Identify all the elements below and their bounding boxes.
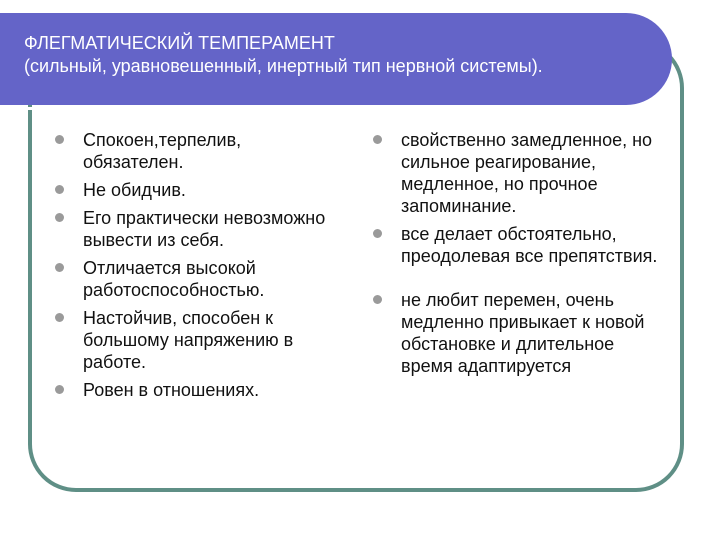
list-item-text: не любит перемен, очень медленно привыкает к новой обстановке и длительное время адаптируется (401, 290, 645, 376)
list-item (55, 129, 330, 173)
list-item-text: Его практически невозможно вывести из себя. (83, 208, 326, 250)
list-item (373, 129, 663, 217)
bullet-icon (55, 385, 64, 394)
list-item-text: все делает обстоятельно, преодолевая все препятствия. (401, 224, 658, 266)
list-item (55, 257, 330, 301)
list-item (55, 379, 330, 401)
list-item-text: Отличается высокой работоспособностью. (83, 258, 265, 300)
bullet-icon (373, 135, 382, 144)
list-item-text: Ровен в отношениях. (83, 380, 260, 400)
bullet-icon (55, 135, 64, 144)
bullet-icon (55, 185, 64, 194)
list-item (55, 207, 330, 251)
list-item-text: Не обидчив. (83, 180, 186, 200)
list-item (373, 223, 663, 267)
slide-title (24, 32, 543, 78)
list-item (55, 179, 330, 201)
list-item-text: Спокоен,терпелив, обязателен. (83, 130, 242, 172)
list-item (373, 289, 663, 377)
title-line-2: (сильный, уравновешенный, инертный тип нервной системы). (24, 56, 543, 76)
list-item-text: свойственно замедленное, но сильное реагирование, медленное, но прочное запоминание. (401, 130, 653, 216)
bullet-icon (55, 263, 64, 272)
left-bullet-list (55, 129, 330, 407)
bullet-icon (55, 313, 64, 322)
right-bullet-list (373, 129, 663, 383)
list-item-text: Настойчив, способен к большому напряжению в работе. (83, 308, 294, 372)
bullet-icon (373, 295, 382, 304)
banner-divider (0, 107, 637, 110)
list-item (55, 307, 330, 373)
title-line-1: ФЛЕГМАТИЧЕСКИЙ ТЕМПЕРАМЕНТ (24, 33, 335, 53)
bullet-icon (55, 213, 64, 222)
bullet-icon (373, 229, 382, 238)
